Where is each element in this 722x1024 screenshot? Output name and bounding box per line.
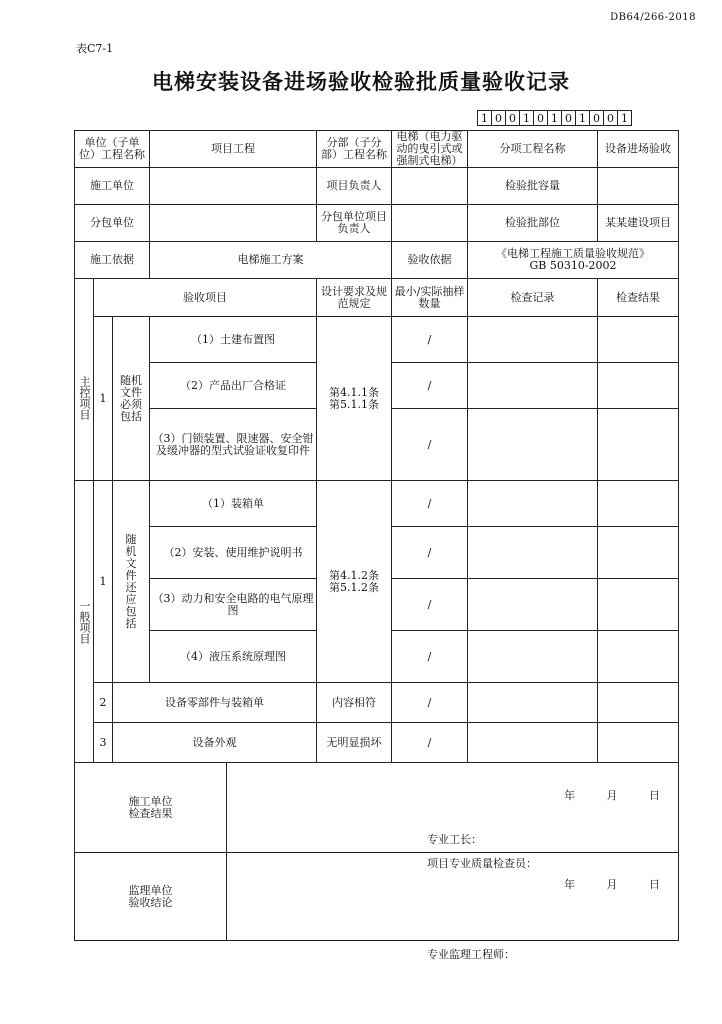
main-control-spec	[317, 317, 392, 481]
engineer-label: 专业监理工程师：	[427, 947, 515, 961]
code-digit[interactable]: 1	[477, 110, 492, 126]
general-row2-num: 2	[94, 683, 113, 723]
general-spec	[317, 481, 392, 683]
main-sample-3[interactable]: /	[392, 409, 468, 481]
code-digit[interactable]: 0	[589, 110, 604, 126]
general-row3-record[interactable]	[468, 723, 598, 763]
code-boxes	[478, 110, 632, 126]
col-record-header: 检查记录	[468, 279, 598, 317]
main-result-2[interactable]	[598, 363, 679, 409]
main-item-3: （3）门锁装置、限速器、安全钳及缓冲器的型式试验证收复印件	[150, 409, 317, 481]
supervisor-text: 监理单位验收结论	[128, 883, 173, 909]
acceptance-record-table	[74, 130, 679, 961]
general-record-2[interactable]	[468, 527, 598, 579]
main-sample-1[interactable]: /	[392, 317, 468, 363]
general-spec-2: 第5.1.2条	[329, 580, 379, 594]
general-row3-item: 设备外观	[113, 723, 317, 763]
contractor-check-area[interactable]	[227, 763, 679, 870]
general-item-2: （2）安装、使用维护说明书	[150, 527, 317, 579]
general-result-4[interactable]	[598, 631, 679, 683]
code-digit[interactable]: 1	[547, 110, 562, 126]
general-result-3[interactable]	[598, 579, 679, 631]
contractor-date: 年 月 日	[564, 788, 674, 802]
general-sample-4[interactable]: /	[392, 631, 468, 683]
unit-value[interactable]: 项目工程	[150, 131, 317, 168]
code-digit[interactable]: 0	[561, 110, 576, 126]
general-item-3: （3）动力和安全电路的电气原理图	[150, 579, 317, 631]
main-control-num: 1	[94, 317, 113, 481]
general-group	[113, 481, 150, 683]
main-record-3[interactable]	[468, 409, 598, 481]
general-row3-sample[interactable]: /	[392, 723, 468, 763]
main-result-1[interactable]	[598, 317, 679, 363]
general-record-1[interactable]	[468, 481, 598, 527]
code-digit[interactable]: 1	[519, 110, 534, 126]
supervisor-label	[75, 853, 227, 941]
general-result-2[interactable]	[598, 527, 679, 579]
code-digit[interactable]: 1	[575, 110, 590, 126]
general-item-4: （4）液压系统原理图	[150, 631, 317, 683]
col-spec-header: 设计要求及规范规定	[317, 279, 392, 317]
main-result-3[interactable]	[598, 409, 679, 481]
general-group-label: 随机文件还应包括	[125, 532, 137, 630]
accept-basis-line-2: GB 50310-2002	[529, 259, 617, 272]
contractor-check-text: 施工单位检查结果	[128, 794, 173, 820]
general-num: 1	[94, 481, 113, 683]
main-sample-2[interactable]: /	[392, 363, 468, 409]
col-item-header: 验收项目	[94, 279, 317, 317]
general-row3-spec: 无明显损坏	[317, 723, 392, 763]
basis-value[interactable]: 电梯施工方案	[150, 242, 392, 279]
general-section	[75, 481, 94, 763]
accept-basis-value	[468, 242, 679, 279]
general-sample-3[interactable]: /	[392, 579, 468, 631]
pm-value[interactable]	[392, 168, 468, 205]
division-value[interactable]: 电梯（电力驱动的曳引式或强制式电梯）	[392, 131, 468, 168]
form-number: 表C7-1	[76, 42, 114, 55]
code-digit[interactable]: 0	[505, 110, 520, 126]
standard-code: DB64/266-2018	[610, 12, 696, 23]
subitem-label: 分项工程名称	[468, 131, 598, 168]
accept-basis-label: 验收依据	[392, 242, 468, 279]
unit-label: 单位（子单位）工程名称	[75, 131, 150, 168]
main-record-1[interactable]	[468, 317, 598, 363]
pm-label: 项目负责人	[317, 168, 392, 205]
main-item-2: （2）产品出厂合格证	[150, 363, 317, 409]
general-row2-result[interactable]	[598, 683, 679, 723]
code-digit[interactable]: 0	[603, 110, 618, 126]
contractor-label: 施工单位	[75, 168, 150, 205]
general-row2-record[interactable]	[468, 683, 598, 723]
main-control-group	[113, 317, 150, 481]
main-control-section	[75, 279, 94, 481]
code-digit[interactable]: 1	[617, 110, 632, 126]
general-row3-num: 3	[94, 723, 113, 763]
general-sample-1[interactable]: /	[392, 481, 468, 527]
division-label: 分部（子分部）工程名称	[317, 131, 392, 168]
main-spec-1: 第4.1.1条	[329, 385, 379, 399]
main-control-label: 主控项目	[78, 375, 91, 420]
subcontractor-label: 分包单位	[75, 205, 150, 242]
sub-pm-label: 分包单位项目负责人	[317, 205, 392, 242]
code-digit[interactable]: 0	[491, 110, 506, 126]
general-record-4[interactable]	[468, 631, 598, 683]
contractor-check-label	[75, 763, 227, 853]
general-row3-result[interactable]	[598, 723, 679, 763]
page-title: 电梯安装设备进场验收检验批质量验收记录	[152, 70, 570, 94]
subitem-value[interactable]: 设备进场验收	[598, 131, 679, 168]
code-digit[interactable]: 0	[533, 110, 548, 126]
subcontractor-value[interactable]	[150, 205, 317, 242]
foreman-label: 专业工长：	[427, 832, 482, 846]
general-row2-item: 设备零部件与装箱单	[113, 683, 317, 723]
main-item-1: （1）土建布置图	[150, 317, 317, 363]
capacity-value[interactable]	[598, 168, 679, 205]
general-row2-spec: 内容相符	[317, 683, 392, 723]
general-row2-sample[interactable]: /	[392, 683, 468, 723]
basis-label: 施工依据	[75, 242, 150, 279]
general-record-3[interactable]	[468, 579, 598, 631]
supervisor-date: 年 月 日	[564, 877, 674, 891]
general-item-1: （1）装箱单	[150, 481, 317, 527]
general-label: 一般项目	[78, 599, 91, 644]
col-sample-header: 最小/实际抽样数量	[392, 279, 468, 317]
main-spec-2: 第5.1.1条	[329, 397, 379, 411]
general-sample-2[interactable]: /	[392, 527, 468, 579]
accept-basis-line-1: 《电梯工程施工质量验收规范》	[496, 247, 650, 260]
main-record-2[interactable]	[468, 363, 598, 409]
location-label: 检验批部位	[468, 205, 598, 242]
qc-inspector-label: 项目专业质量检查员：	[427, 856, 537, 870]
sub-pm-value[interactable]	[392, 205, 468, 242]
general-result-1[interactable]	[598, 481, 679, 527]
contractor-value[interactable]	[150, 168, 317, 205]
general-spec-1: 第4.1.2条	[329, 568, 379, 582]
capacity-label: 检验批容量	[468, 168, 598, 205]
col-result-header: 检查结果	[598, 279, 679, 317]
main-control-group-label: 随机文件必须包括	[120, 373, 142, 423]
location-value[interactable]: 某某建设项目	[598, 205, 679, 242]
